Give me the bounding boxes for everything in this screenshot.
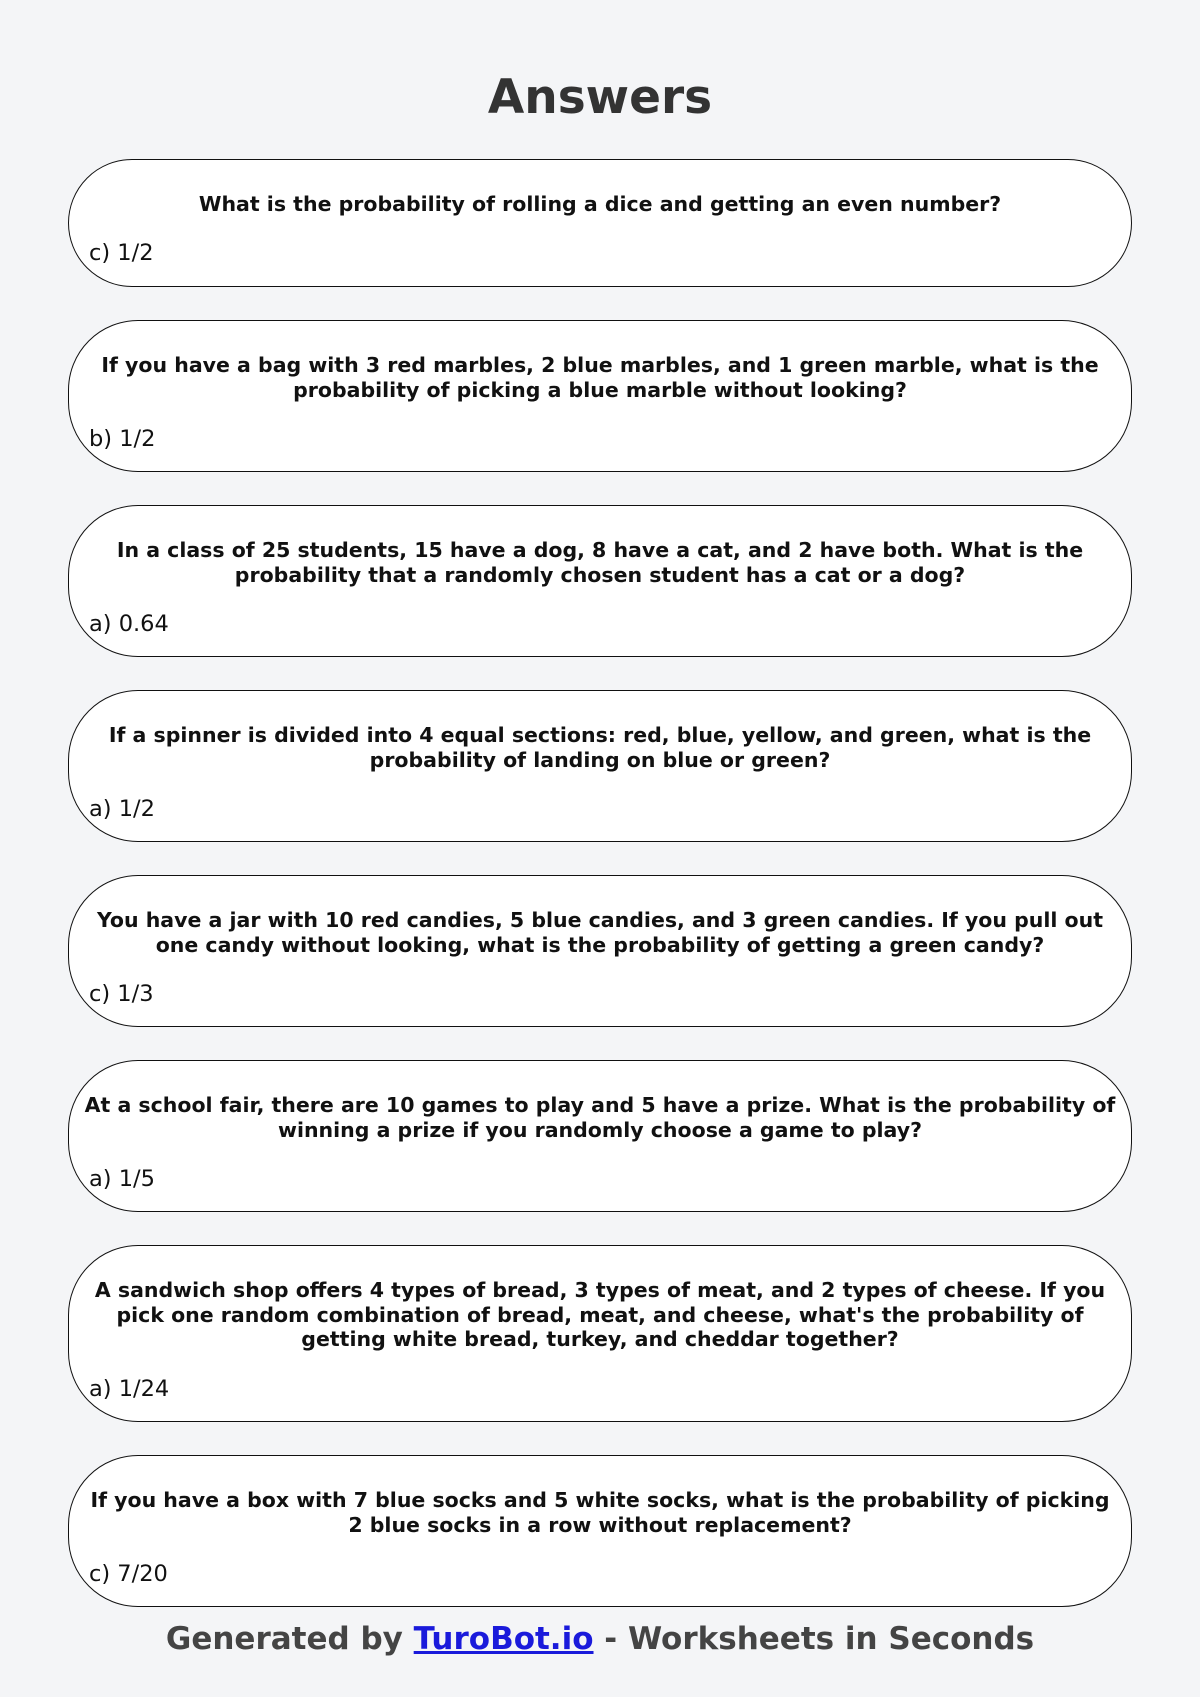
answer-card	[68, 1060, 1132, 1212]
question-text: What is the probability of rolling a dice and getting an even number?	[198, 192, 1002, 216]
answer-text: a) 0.64	[89, 611, 169, 637]
answer-text: a) 1/24	[89, 1376, 170, 1402]
answer-text: c) 1/3	[89, 981, 154, 1007]
question-text: If a spinner is divided into 4 equal sections: red, blue, yellow, and green, what is the probability of landing on blue or green?	[108, 723, 1092, 772]
answer-card	[68, 1245, 1132, 1422]
question-text: In a class of 25 students, 15 have a dog, 8 have a cat, and 2 have both. What is the probability that a randomly chosen student has a cat or a dog?	[116, 538, 1084, 587]
answer-text: a) 1/2	[89, 796, 155, 822]
answer-list	[68, 159, 1132, 1607]
answer-card	[68, 159, 1132, 287]
question-text: A sandwich shop offers 4 types of bread, 3 types of meat, and 2 types of cheese. If you pick one random combination of bread, meat, and cheese, what's the probability of getting white bread, turkey, and cheddar together?	[94, 1278, 1106, 1351]
answer-text: a) 1/5	[89, 1166, 155, 1192]
question-text: At a school fair, there are 10 games to play and 5 have a prize. What is the probability of winning a prize if you randomly choose a game to play?	[84, 1093, 1116, 1142]
footer-prefix: Generated by	[165, 1621, 414, 1657]
footer-suffix: - Worksheets in Seconds	[593, 1621, 1035, 1657]
answer-text: c) 1/2	[89, 240, 154, 266]
turobot-link[interactable]: TuroBot.io	[413, 1621, 594, 1657]
answer-card	[68, 1455, 1132, 1607]
footer	[0, 1619, 1200, 1659]
answer-card	[68, 505, 1132, 657]
page-title: Answers	[487, 70, 713, 125]
question-text: If you have a bag with 3 red marbles, 2 blue marbles, and 1 green marble, what is the probability of picking a blue marble without looking?	[101, 353, 1099, 402]
answer-text: c) 7/20	[89, 1561, 168, 1587]
answer-card	[68, 690, 1132, 842]
question-text: If you have a box with 7 blue socks and 5 white socks, what is the probability of picking 2 blue socks in a row without replacement?	[90, 1488, 1110, 1537]
answer-text: b) 1/2	[89, 426, 156, 452]
question-text: You have a jar with 10 red candies, 5 blue candies, and 3 green candies. If you pull out one candy without looking, what is the probability of getting a green candy?	[96, 908, 1104, 957]
answer-card	[68, 320, 1132, 472]
answer-card	[68, 875, 1132, 1027]
